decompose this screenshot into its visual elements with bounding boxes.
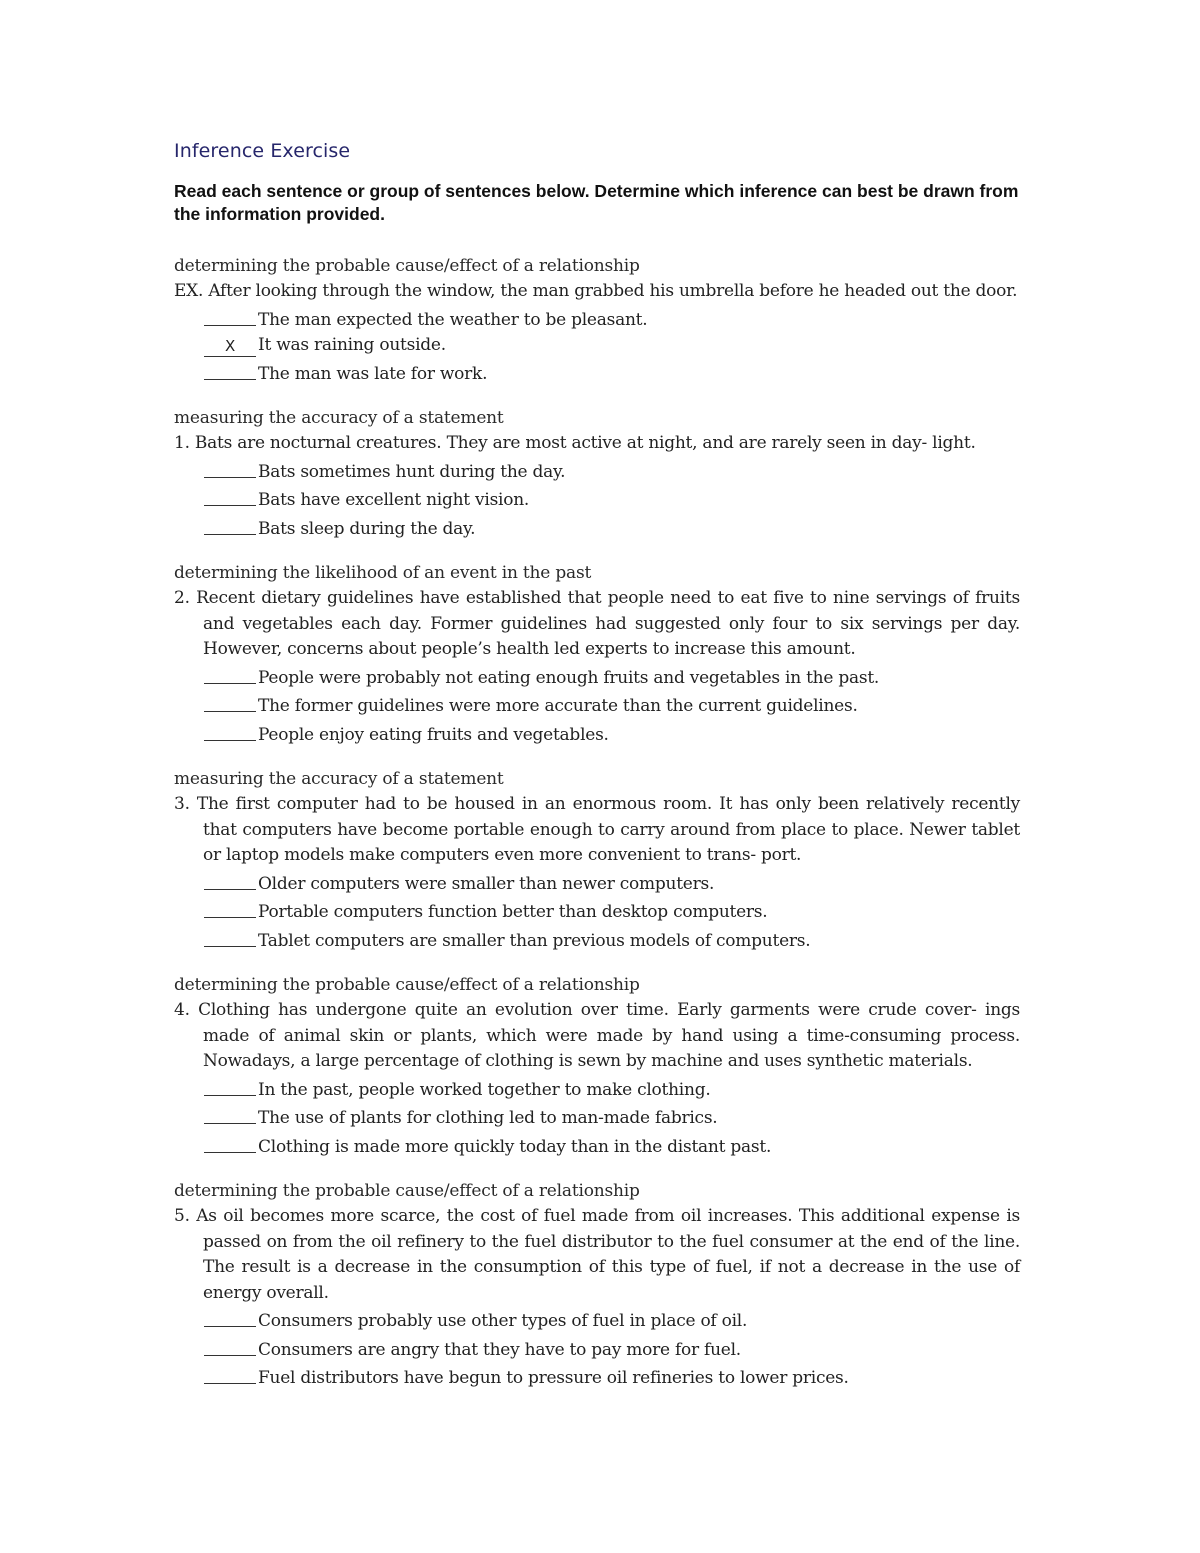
section-label: measuring the accuracy of a statement bbox=[174, 769, 504, 789]
answer-blank[interactable] bbox=[204, 1104, 256, 1124]
answer-option bbox=[204, 514, 1020, 543]
question-text: 1. Bats are nocturnal creatures. They are most active at night, and are rarely seen in day- light. bbox=[174, 433, 976, 453]
answer-blank[interactable] bbox=[204, 306, 256, 326]
answer-option bbox=[204, 1075, 1020, 1104]
answer-options bbox=[204, 869, 1020, 955]
answer-option bbox=[204, 691, 1020, 720]
option-text: Consumers are angry that they have to pay more for fuel. bbox=[258, 1339, 741, 1360]
option-text: In the past, people worked together to make clothing. bbox=[258, 1079, 711, 1100]
answer-option bbox=[204, 926, 1020, 955]
section-label: determining the probable cause/effect of a relationship bbox=[174, 975, 640, 995]
section-question-4 bbox=[174, 972, 1020, 1160]
option-text: People enjoy eating fruits and vegetables. bbox=[258, 724, 609, 745]
section-question-2 bbox=[174, 560, 1020, 748]
answer-option bbox=[204, 485, 1020, 514]
question-text: 2. Recent dietary guidelines have established that people need to eat five to nine servings of fruits and vegetables each day. Former guidelines had suggested only four to six servings per day. However, concerns about people’s health led experts to increase this amount. bbox=[174, 588, 1020, 659]
answer-option bbox=[204, 869, 1020, 898]
answer-blank[interactable] bbox=[204, 664, 256, 684]
answer-blank[interactable]: X bbox=[204, 337, 256, 357]
answer-option bbox=[204, 1363, 1020, 1392]
option-text: People were probably not eating enough fruits and vegetables in the past. bbox=[258, 667, 880, 688]
answer-options bbox=[204, 1075, 1020, 1161]
answer-blank[interactable] bbox=[204, 692, 256, 712]
answer-blank[interactable] bbox=[204, 870, 256, 890]
answer-blank[interactable] bbox=[204, 1364, 256, 1384]
question-text: 3. The first computer had to be housed in an enormous room. It has only been relatively recently that computers have become portable enough to carry around from place to place. Newer tablet or laptop models make computers even more convenient to trans- port. bbox=[174, 794, 1020, 865]
question-text: EX. After looking through the window, the man grabbed his umbrella before he headed out the door. bbox=[174, 281, 1018, 301]
answer-option bbox=[204, 333, 1020, 359]
answer-option bbox=[204, 663, 1020, 692]
answer-options bbox=[204, 1306, 1020, 1392]
option-text: Bats sleep during the day. bbox=[258, 518, 476, 539]
answer-blank[interactable] bbox=[204, 1307, 256, 1327]
answer-options bbox=[204, 305, 1020, 388]
answer-option bbox=[204, 457, 1020, 486]
option-text: Bats have excellent night vision. bbox=[258, 490, 530, 510]
section-question-5 bbox=[174, 1178, 1020, 1392]
option-text: The man expected the weather to be pleasant. bbox=[258, 309, 648, 330]
answer-blank[interactable] bbox=[204, 898, 256, 918]
answer-option bbox=[204, 1103, 1020, 1132]
instructions: Read each sentence or group of sentences below. Determine which inference can best be drawn from the information provided. bbox=[174, 181, 1019, 224]
answer-options bbox=[204, 457, 1020, 543]
option-text: The man was late for work. bbox=[258, 363, 488, 384]
answer-option bbox=[204, 305, 1020, 334]
section-label: determining the likelihood of an event in the past bbox=[174, 563, 592, 583]
answer-blank[interactable] bbox=[204, 721, 256, 741]
section-question-1 bbox=[174, 405, 1020, 542]
answer-blank[interactable] bbox=[204, 458, 256, 478]
answer-blank[interactable] bbox=[204, 486, 256, 506]
answer-option bbox=[204, 720, 1020, 749]
option-text: Older computers were smaller than newer computers. bbox=[258, 873, 715, 894]
answer-option bbox=[204, 359, 1020, 388]
option-text: The former guidelines were more accurate than the current guidelines. bbox=[258, 696, 858, 716]
answer-blank[interactable] bbox=[204, 1336, 256, 1356]
section-label: determining the probable cause/effect of a relationship bbox=[174, 256, 640, 276]
answer-option bbox=[204, 897, 1020, 926]
worksheet-page bbox=[174, 140, 1020, 1410]
option-text: It was raining outside. bbox=[258, 335, 446, 355]
option-text: Consumers probably use other types of fuel in place of oil. bbox=[258, 1311, 748, 1331]
answer-option bbox=[204, 1132, 1020, 1161]
section-label: measuring the accuracy of a statement bbox=[174, 408, 504, 428]
answer-blank[interactable] bbox=[204, 1133, 256, 1153]
section-question-3 bbox=[174, 766, 1020, 954]
question-text: 4. Clothing has undergone quite an evolution over time. Early garments were crude cover- ings made of animal skin or plants, which were made by hand using a time-consuming process. Nowadays, a large percentage of clothing is sewn by machine and uses synthetic materials. bbox=[174, 1000, 1020, 1071]
answer-blank[interactable] bbox=[204, 515, 256, 535]
question-text: 5. As oil becomes more scarce, the cost of fuel made from oil increases. This additional expense is passed on from the oil refinery to the fuel distributor to the fuel consumer at the end of the line. The result is a decrease in the consumption of this type of fuel, if not a decrease in the use of energy overall. bbox=[174, 1206, 1020, 1303]
answer-blank[interactable] bbox=[204, 360, 256, 380]
option-text: Portable computers function better than desktop computers. bbox=[258, 902, 768, 922]
answer-options bbox=[204, 663, 1020, 749]
option-text: The use of plants for clothing led to man-made fabrics. bbox=[258, 1108, 718, 1128]
option-text: Bats sometimes hunt during the day. bbox=[258, 461, 566, 482]
section-example bbox=[174, 253, 1020, 387]
option-text: Clothing is made more quickly today than in the distant past. bbox=[258, 1136, 772, 1157]
answer-option bbox=[204, 1306, 1020, 1335]
answer-blank[interactable] bbox=[204, 1076, 256, 1096]
page-title: Inference Exercise bbox=[174, 140, 351, 162]
answer-blank[interactable] bbox=[204, 927, 256, 947]
option-text: Fuel distributors have begun to pressure oil refineries to lower prices. bbox=[258, 1368, 849, 1388]
option-text: Tablet computers are smaller than previous models of computers. bbox=[258, 930, 811, 951]
section-label: determining the probable cause/effect of a relationship bbox=[174, 1181, 640, 1201]
answer-option bbox=[204, 1335, 1020, 1364]
